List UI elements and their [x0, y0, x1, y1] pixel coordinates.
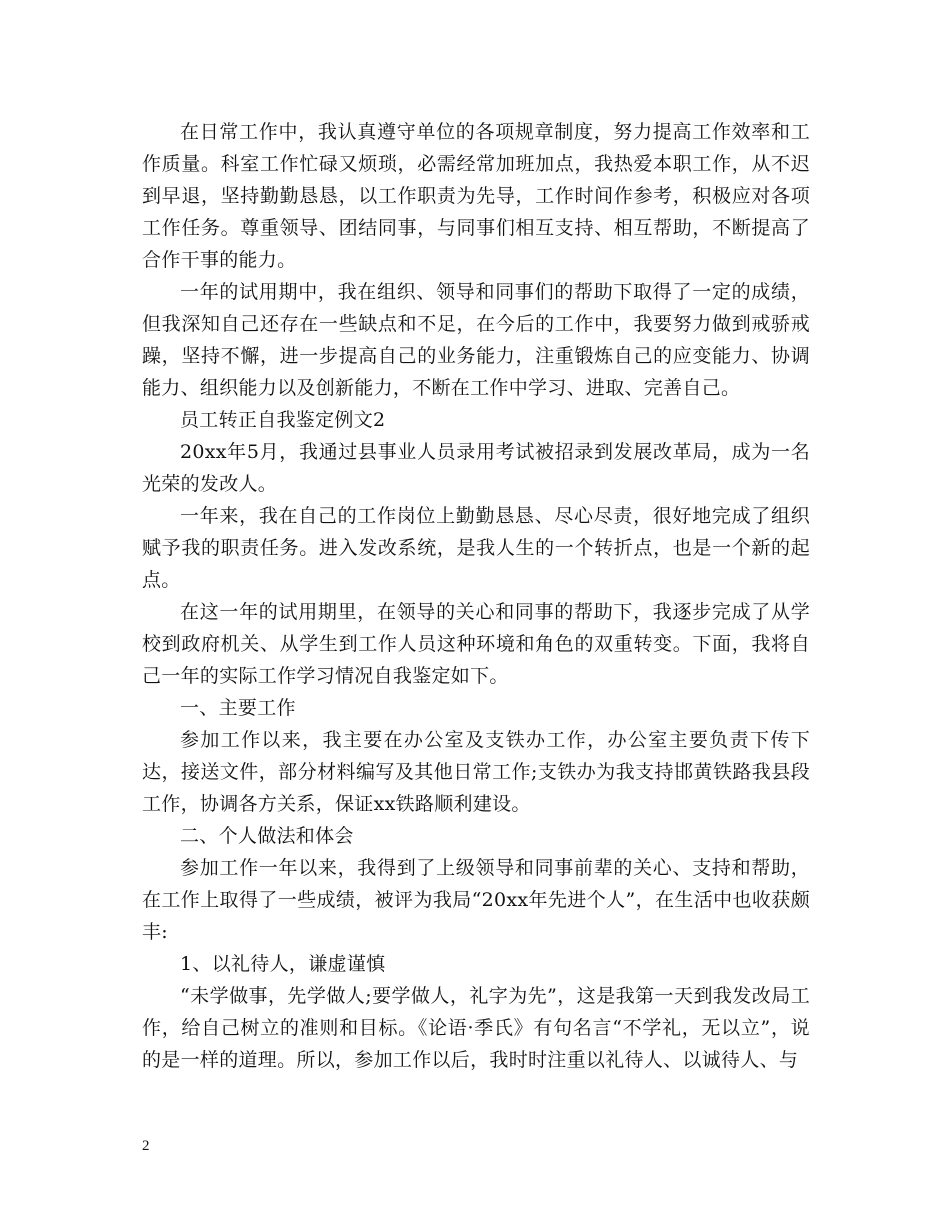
section-title: 员工转正自我鉴定例文2	[180, 409, 386, 431]
paragraph: 在这一年的试用期里，在领导的关心和同事的帮助下，我逐步完成了从学校到政府机关、从学生到工作人员这种环境和角色的双重转变。下面，我将自己一年的实际工作学习情况自我鉴定如下。	[142, 601, 810, 687]
paragraph: 在日常工作中，我认真遵守单位的各项规章制度，努力提高工作效率和工作质量。科室工作忙碌又烦琐，必需经常加班加点，我热爱本职工作，从不迟到早退，坚持勤勤恳恳，以工作职责为先导，工作时间作参考，积极应对各项工作任务。尊重领导、团结同事，与同事们相互支持、相互帮助，不断提高了合作干事的能力。	[142, 121, 810, 271]
subsection-heading: 1、以礼待人，谦虚谨慎	[180, 953, 386, 975]
paragraph: 参加工作以来，我主要在办公室及支铁办工作，办公室主要负责下传下达，接送文件，部分材料编写及其他日常工作;支铁办为我支持邯黄铁路我县段工作，协调各方关系，保证xx铁路顺利建设。	[142, 729, 810, 815]
paragraph: 一年的试用期中，我在组织、领导和同事们的帮助下取得了一定的成绩，但我深知自己还存在一些缺点和不足，在今后的工作中，我要努力做到戒骄戒躁，坚持不懈，进一步提高自己的业务能力，注重锻炼自己的应变能力、协调能力、组织能力以及创新能力，不断在工作中学习、进取、完善自己。	[142, 281, 810, 399]
paragraph: 20xx年5月，我通过县事业人员录用考试被招录到发展改革局，成为一名光荣的发改人。	[142, 441, 810, 495]
paragraph: 参加工作一年以来，我得到了上级领导和同事前辈的关心、支持和帮助，在工作上取得了一些成绩，被评为我局“20xx年先进个人”，在生活中也收获颇丰:	[142, 857, 810, 943]
document-body	[142, 116, 810, 1076]
paragraph: 一年来，我在自己的工作岗位上勤勤恳恳、尽心尽责，很好地完成了组织赋予我的职责任务。进入发改系统，是我人生的一个转折点，也是一个新的起点。	[142, 505, 810, 591]
paragraph: “未学做事，先学做人;要学做人，礼字为先”，这是我第一天到我发改局工作，给自己树立的准则和目标。《论语·季氏》有句名言“不学礼，无以立”，说的是一样的道理。所以，参加工作以后，我时时注重以礼待人、以诚待人、与	[142, 985, 810, 1071]
page-number: 2	[142, 1138, 150, 1154]
section-heading: 一、主要工作	[180, 697, 296, 719]
section-heading: 二、个人做法和体会	[180, 825, 354, 847]
